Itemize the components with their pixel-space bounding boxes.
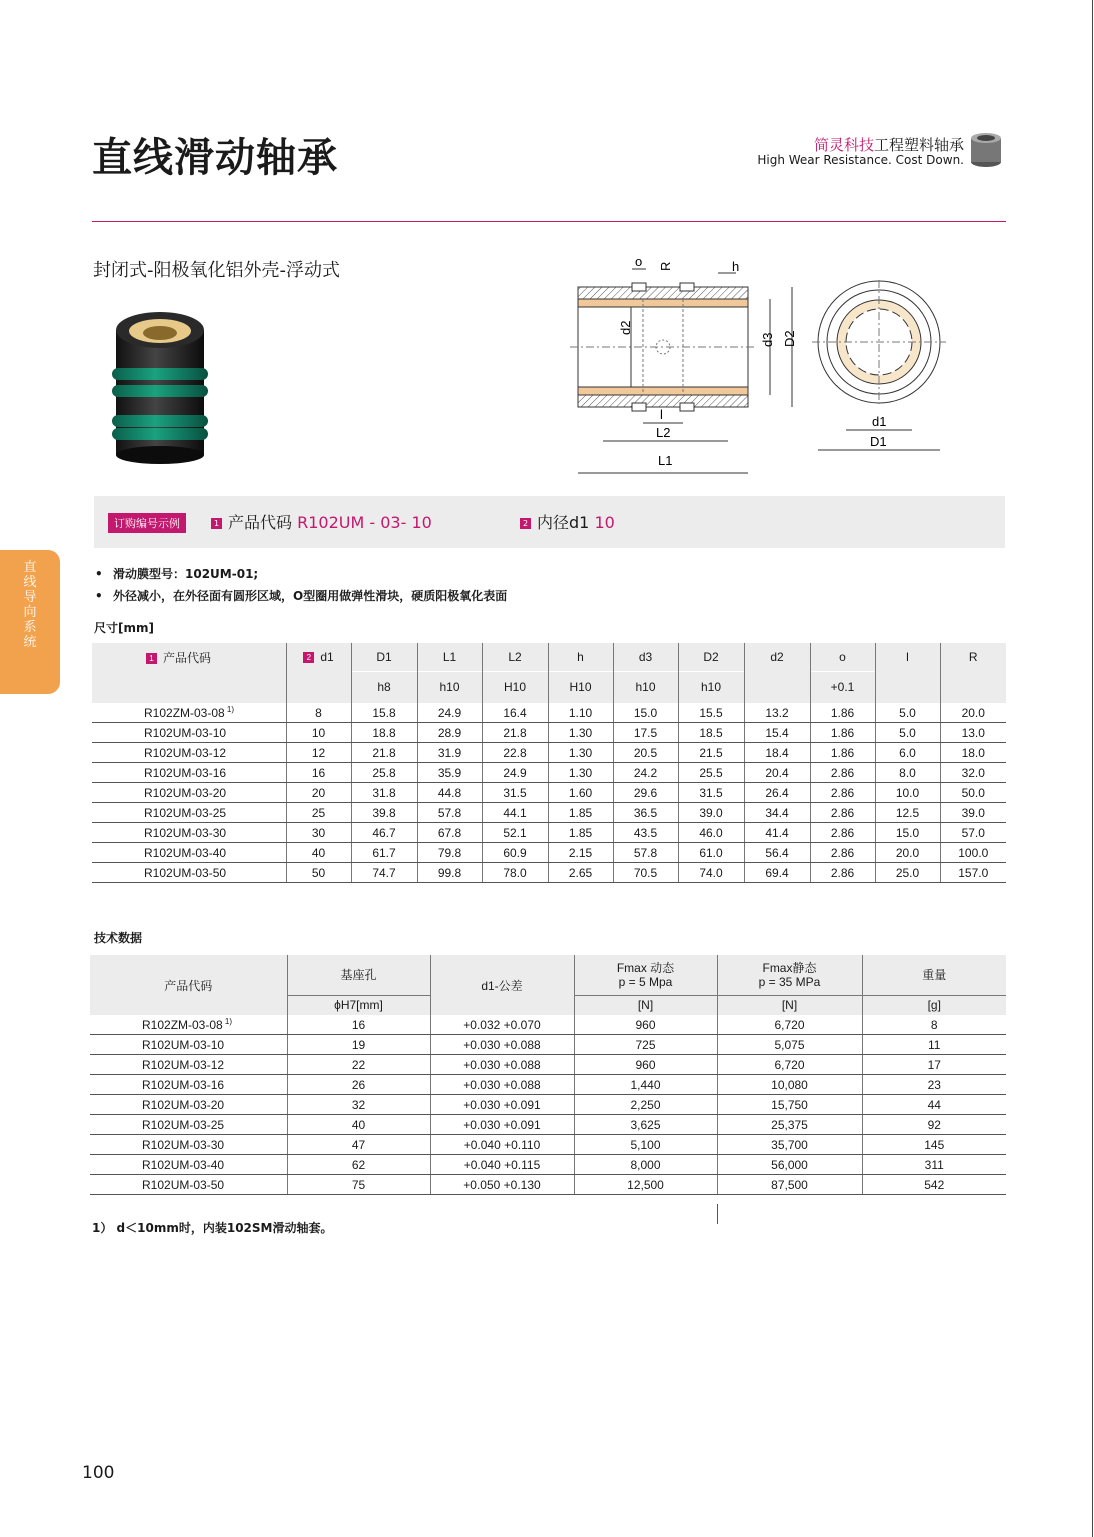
- tech-data-table-body: [90, 1015, 1006, 1195]
- table-cell: +0.040 +0.110: [430, 1135, 574, 1155]
- table-row: [90, 1015, 1006, 1035]
- table-cell: R102UM-03-50: [92, 863, 286, 883]
- section-tab-label: 直线导向系统: [23, 560, 37, 650]
- side-section-drawing: [570, 255, 800, 480]
- number-badge-1: 1: [211, 518, 222, 529]
- table-cell: 2,250: [574, 1095, 717, 1115]
- feature-list: [95, 563, 507, 607]
- section-tab[interactable]: [0, 550, 60, 694]
- table-cell: R102UM-03-12: [90, 1055, 287, 1075]
- table-cell: R102UM-03-30: [90, 1135, 287, 1155]
- table-cell: 74.7: [351, 863, 417, 883]
- table-cell: +0.050 +0.130: [430, 1175, 574, 1195]
- table-row: [92, 783, 1006, 803]
- table-cell: 32: [287, 1095, 430, 1115]
- table-cell: 56,000: [717, 1155, 862, 1175]
- list-item: • 外径减小，在外径面有圆形区域，O型圈用做弹性滑块，硬质阳极氧化表面: [95, 589, 508, 603]
- table-cell: 17.5: [613, 723, 678, 743]
- bearing-logo-icon: [968, 130, 1004, 170]
- table-cell: 21.8: [351, 743, 417, 763]
- tech-data-label: 技术数据: [94, 931, 143, 945]
- table-row: [92, 743, 1006, 763]
- table-cell: 542: [862, 1175, 1006, 1195]
- table-cell: 26: [287, 1075, 430, 1095]
- table-cell: 99.8: [417, 863, 482, 883]
- table-cell: R102UM-03-20: [92, 783, 286, 803]
- table-cell: 57.8: [417, 803, 482, 823]
- table-cell: 31.5: [482, 783, 548, 803]
- table-cell: 61.0: [678, 843, 744, 863]
- table-cell: 5,100: [574, 1135, 717, 1155]
- table-cell: 40: [287, 1115, 430, 1135]
- table-cell: 24.9: [417, 703, 482, 723]
- table-cell: 5,075: [717, 1035, 862, 1055]
- table-cell: 24.9: [482, 763, 548, 783]
- col-header: Fmax 动态 p = 5 Mpa: [574, 955, 717, 995]
- table-cell: R102ZM-03-08 $^{1)}$: [92, 703, 286, 723]
- table-cell: 18.4: [744, 743, 810, 763]
- col-header: L1: [417, 643, 482, 671]
- table-cell: +0.030 +0.091: [430, 1095, 574, 1115]
- dimensions-label: 尺寸[mm]: [94, 621, 154, 635]
- table-row: [90, 1135, 1006, 1155]
- table-cell: 145: [862, 1135, 1006, 1155]
- tolerance-header: H10: [548, 671, 613, 703]
- table-cell: 24.2: [613, 763, 678, 783]
- table-cell: 44: [862, 1095, 1006, 1115]
- list-item: • 滑动膜型号：102UM-01;: [95, 567, 259, 581]
- table-cell: 5.0: [875, 703, 940, 723]
- footnote-text: d＜10mm时，内装102SM滑动轴套。: [116, 1221, 333, 1235]
- table-cell: 31.8: [351, 783, 417, 803]
- dim-L2-label: L2: [656, 425, 671, 440]
- page-title: 直线滑动轴承: [92, 135, 338, 181]
- table-cell: 15,750: [717, 1095, 862, 1115]
- table-cell: 56.4: [744, 843, 810, 863]
- tolerance-header: h10: [613, 671, 678, 703]
- table-cell: 17: [862, 1055, 1006, 1075]
- dim-o-label: o: [635, 255, 643, 269]
- page-edge-line: [1092, 0, 1093, 1537]
- table-cell: 8.0: [875, 763, 940, 783]
- table-cell: 2.86: [810, 843, 875, 863]
- table-cell: 13.2: [744, 703, 810, 723]
- table-cell: 1.86: [810, 743, 875, 763]
- table-cell: 1.85: [548, 823, 613, 843]
- dim-d1-label: d1: [872, 414, 887, 429]
- table-cell: 10,080: [717, 1075, 862, 1095]
- dim-d2-label: d2: [618, 320, 633, 335]
- footnote-mark: 1）: [92, 1221, 113, 1235]
- dim-D1-label: D1: [870, 434, 887, 449]
- order-example-tag: 订购编号示例: [108, 513, 186, 533]
- table-cell: 2.86: [810, 823, 875, 843]
- table-row: [90, 1115, 1006, 1135]
- end-view-drawing: [812, 280, 947, 460]
- table-cell: 16: [286, 763, 351, 783]
- table-cell: 41.4: [744, 823, 810, 843]
- col-header: L2: [482, 643, 548, 671]
- table-cell: +0.030 +0.091: [430, 1115, 574, 1135]
- table-cell: 40: [286, 843, 351, 863]
- col-header: h: [548, 643, 613, 671]
- section-subtitle: 封闭式-阳极氧化铝外壳-浮动式: [93, 260, 340, 281]
- table-cell: 15.8: [351, 703, 417, 723]
- unit-header: [N]: [574, 995, 717, 1015]
- table-cell: 12: [286, 743, 351, 763]
- table-cell: 21.5: [678, 743, 744, 763]
- col-header: d3: [613, 643, 678, 671]
- table-cell: 30: [286, 823, 351, 843]
- footnote: [92, 1219, 332, 1236]
- dim-h-label: h: [732, 259, 740, 274]
- tolerance-header: h8: [351, 671, 417, 703]
- table-cell: 960: [574, 1015, 717, 1035]
- tolerance-header: h10: [678, 671, 744, 703]
- table-row: [90, 1055, 1006, 1075]
- table-row: [90, 1175, 1006, 1195]
- table-cell: 69.4: [744, 863, 810, 883]
- table-cell: R102UM-03-12: [92, 743, 286, 763]
- table-cell: 157.0: [940, 863, 1006, 883]
- col-header: 2 d1: [286, 643, 351, 671]
- table-cell: 12,500: [574, 1175, 717, 1195]
- number-badge-2: 2: [520, 518, 531, 529]
- table-cell: 62: [287, 1155, 430, 1175]
- table-cell: 34.4: [744, 803, 810, 823]
- table-cell: 87,500: [717, 1175, 862, 1195]
- order-d1-label: 内径d1: [537, 513, 590, 532]
- table-cell: 13.0: [940, 723, 1006, 743]
- table-cell: R102UM-03-10: [92, 723, 286, 743]
- table-cell: 31.9: [417, 743, 482, 763]
- unit-header: [g]: [862, 995, 1006, 1015]
- table-cell: 311: [862, 1155, 1006, 1175]
- table-cell: R102UM-03-25: [90, 1115, 287, 1135]
- dim-L1-label: L1: [658, 453, 673, 468]
- table-cell: 28.9: [417, 723, 482, 743]
- table-cell: 6.0: [875, 743, 940, 763]
- table-cell: 16.4: [482, 703, 548, 723]
- table-cell: 61.7: [351, 843, 417, 863]
- order-example-bar: [94, 496, 1005, 548]
- table-divider: [717, 1204, 718, 1224]
- brand-name: 简灵科技: [813, 136, 874, 154]
- table-cell: 20.0: [940, 703, 1006, 723]
- dim-d3-label: d3: [760, 332, 775, 347]
- table-cell: +0.030 +0.088: [430, 1075, 574, 1095]
- table-cell: 78.0: [482, 863, 548, 883]
- table-cell: 75: [287, 1175, 430, 1195]
- table-cell: 11: [862, 1035, 1006, 1055]
- table-cell: +0.040 +0.115: [430, 1155, 574, 1175]
- table-cell: 46.7: [351, 823, 417, 843]
- table-cell: 19: [287, 1035, 430, 1055]
- table-cell: 79.8: [417, 843, 482, 863]
- table-cell: 32.0: [940, 763, 1006, 783]
- table-cell: R102UM-03-50: [90, 1175, 287, 1195]
- table-cell: 20: [286, 783, 351, 803]
- table-cell: 1.30: [548, 763, 613, 783]
- table-cell: 25.8: [351, 763, 417, 783]
- table-cell: 25: [286, 803, 351, 823]
- table-cell: +0.030 +0.088: [430, 1035, 574, 1055]
- table-cell: R102UM-03-40: [90, 1155, 287, 1175]
- table-cell: 18.8: [351, 723, 417, 743]
- table-cell: 60.9: [482, 843, 548, 863]
- table-row: [90, 1155, 1006, 1175]
- table-cell: R102UM-03-16: [92, 763, 286, 783]
- table-row: [92, 763, 1006, 783]
- table-cell: 20.5: [613, 743, 678, 763]
- table-cell: 18.0: [940, 743, 1006, 763]
- col-header: D2: [678, 643, 744, 671]
- table-cell: 20.4: [744, 763, 810, 783]
- dim-r-label: R: [658, 261, 673, 271]
- table-cell: +0.030 +0.088: [430, 1055, 574, 1075]
- table-cell: 57.8: [613, 843, 678, 863]
- col-header: d1-公差: [430, 955, 574, 1015]
- table-cell: 1.30: [548, 723, 613, 743]
- header-divider: [92, 221, 1006, 222]
- brand-slogan: High Wear Resistance. Cost Down.: [757, 153, 964, 167]
- table-cell: 10: [286, 723, 351, 743]
- order-code-label: 产品代码: [228, 513, 293, 532]
- table-row: [92, 863, 1006, 883]
- table-cell: 70.5: [613, 863, 678, 883]
- table-cell: 21.8: [482, 723, 548, 743]
- dim-l-label: l: [660, 407, 663, 422]
- table-cell: 1.86: [810, 723, 875, 743]
- table-cell: R102UM-03-16: [90, 1075, 287, 1095]
- table-row: [90, 1095, 1006, 1115]
- table-cell: 1,440: [574, 1075, 717, 1095]
- table-cell: 1.60: [548, 783, 613, 803]
- table-cell: R102ZM-03-08 $^{1)}$: [90, 1015, 287, 1035]
- table-cell: 39.0: [678, 803, 744, 823]
- order-d1-value: 10: [594, 513, 615, 532]
- table-cell: 20.0: [875, 843, 940, 863]
- dimensions-table: [92, 643, 1006, 883]
- table-cell: 25.5: [678, 763, 744, 783]
- table-cell: 15.0: [613, 703, 678, 723]
- page-number: 100: [82, 1463, 115, 1483]
- table-cell: 6,720: [717, 1015, 862, 1035]
- table-cell: 31.5: [678, 783, 744, 803]
- order-code-value: R102UM - 03- 10: [297, 513, 432, 532]
- table-cell: 43.5: [613, 823, 678, 843]
- unit-header: [N]: [717, 995, 862, 1015]
- table-cell: 3,625: [574, 1115, 717, 1135]
- table-cell: 725: [574, 1035, 717, 1055]
- table-cell: +0.032 +0.070: [430, 1015, 574, 1035]
- table-cell: 12.5: [875, 803, 940, 823]
- table-cell: R102UM-03-30: [92, 823, 286, 843]
- col-header: Fmax静态 p = 35 MPa: [717, 955, 862, 995]
- table-cell: 2.65: [548, 863, 613, 883]
- col-header: o: [810, 643, 875, 671]
- order-d1-item: [520, 510, 615, 533]
- table-cell: 2.86: [810, 803, 875, 823]
- table-cell: 47: [287, 1135, 430, 1155]
- table-cell: 8: [286, 703, 351, 723]
- table-row: [92, 823, 1006, 843]
- table-cell: 2.86: [810, 763, 875, 783]
- product-photo-image: [100, 300, 220, 470]
- table-cell: 52.1: [482, 823, 548, 843]
- table-row: [92, 723, 1006, 743]
- col-header: 1 产品代码: [92, 643, 286, 671]
- table-cell: 2.86: [810, 783, 875, 803]
- col-header: l: [875, 643, 940, 671]
- table-cell: 1.85: [548, 803, 613, 823]
- order-code-item: [211, 510, 432, 533]
- brand-product: 工程塑料轴承: [873, 136, 964, 154]
- tolerance-header: h10: [417, 671, 482, 703]
- table-cell: 29.6: [613, 783, 678, 803]
- table-cell: R102UM-03-40: [92, 843, 286, 863]
- table-cell: 25.0: [875, 863, 940, 883]
- table-cell: 39.8: [351, 803, 417, 823]
- tolerance-header: H10: [482, 671, 548, 703]
- table-cell: 5.0: [875, 723, 940, 743]
- table-row: [92, 803, 1006, 823]
- table-cell: 22.8: [482, 743, 548, 763]
- table-cell: 50.0: [940, 783, 1006, 803]
- table-cell: 8,000: [574, 1155, 717, 1175]
- table-cell: 67.8: [417, 823, 482, 843]
- table-cell: 46.0: [678, 823, 744, 843]
- table-row: [92, 703, 1006, 723]
- table-cell: 16: [287, 1015, 430, 1035]
- dimensions-table-body: [92, 703, 1006, 883]
- table-cell: R102UM-03-25: [92, 803, 286, 823]
- table-cell: 44.8: [417, 783, 482, 803]
- tolerance-header: +0.1: [810, 671, 875, 703]
- table-cell: 1.30: [548, 743, 613, 763]
- col-header: d2: [744, 643, 810, 671]
- table-cell: 1.86: [810, 703, 875, 723]
- dim-D2-label: D2: [782, 330, 797, 347]
- table-row: [90, 1075, 1006, 1095]
- table-cell: 2.86: [810, 863, 875, 883]
- col-header: D1: [351, 643, 417, 671]
- col-header: R: [940, 643, 1006, 671]
- col-header: 产品代码: [164, 978, 213, 993]
- table-cell: R102UM-03-10: [90, 1035, 287, 1055]
- tech-data-table: [90, 955, 1006, 1195]
- table-cell: 39.0: [940, 803, 1006, 823]
- table-cell: 57.0: [940, 823, 1006, 843]
- table-cell: 36.5: [613, 803, 678, 823]
- table-cell: 44.1: [482, 803, 548, 823]
- col-header: 基座孔: [287, 955, 430, 995]
- table-cell: 22: [287, 1055, 430, 1075]
- table-cell: 23: [862, 1075, 1006, 1095]
- table-cell: R102UM-03-20: [90, 1095, 287, 1115]
- table-cell: 92: [862, 1115, 1006, 1135]
- unit-header: ϕH7[mm]: [287, 995, 430, 1015]
- table-cell: 74.0: [678, 863, 744, 883]
- table-cell: 18.5: [678, 723, 744, 743]
- table-cell: 6,720: [717, 1055, 862, 1075]
- table-cell: 35.9: [417, 763, 482, 783]
- table-cell: 100.0: [940, 843, 1006, 863]
- table-cell: 10.0: [875, 783, 940, 803]
- table-cell: 1.10: [548, 703, 613, 723]
- table-row: [92, 843, 1006, 863]
- table-cell: 2.15: [548, 843, 613, 863]
- table-cell: 15.4: [744, 723, 810, 743]
- col-header: 重量: [862, 955, 1006, 995]
- table-row: [90, 1035, 1006, 1055]
- table-cell: 50: [286, 863, 351, 883]
- table-cell: 26.4: [744, 783, 810, 803]
- table-cell: 35,700: [717, 1135, 862, 1155]
- table-cell: 8: [862, 1015, 1006, 1035]
- table-cell: 25,375: [717, 1115, 862, 1135]
- table-cell: 960: [574, 1055, 717, 1075]
- table-cell: 15.5: [678, 703, 744, 723]
- table-cell: 15.0: [875, 823, 940, 843]
- brand-tagline: [814, 134, 964, 155]
